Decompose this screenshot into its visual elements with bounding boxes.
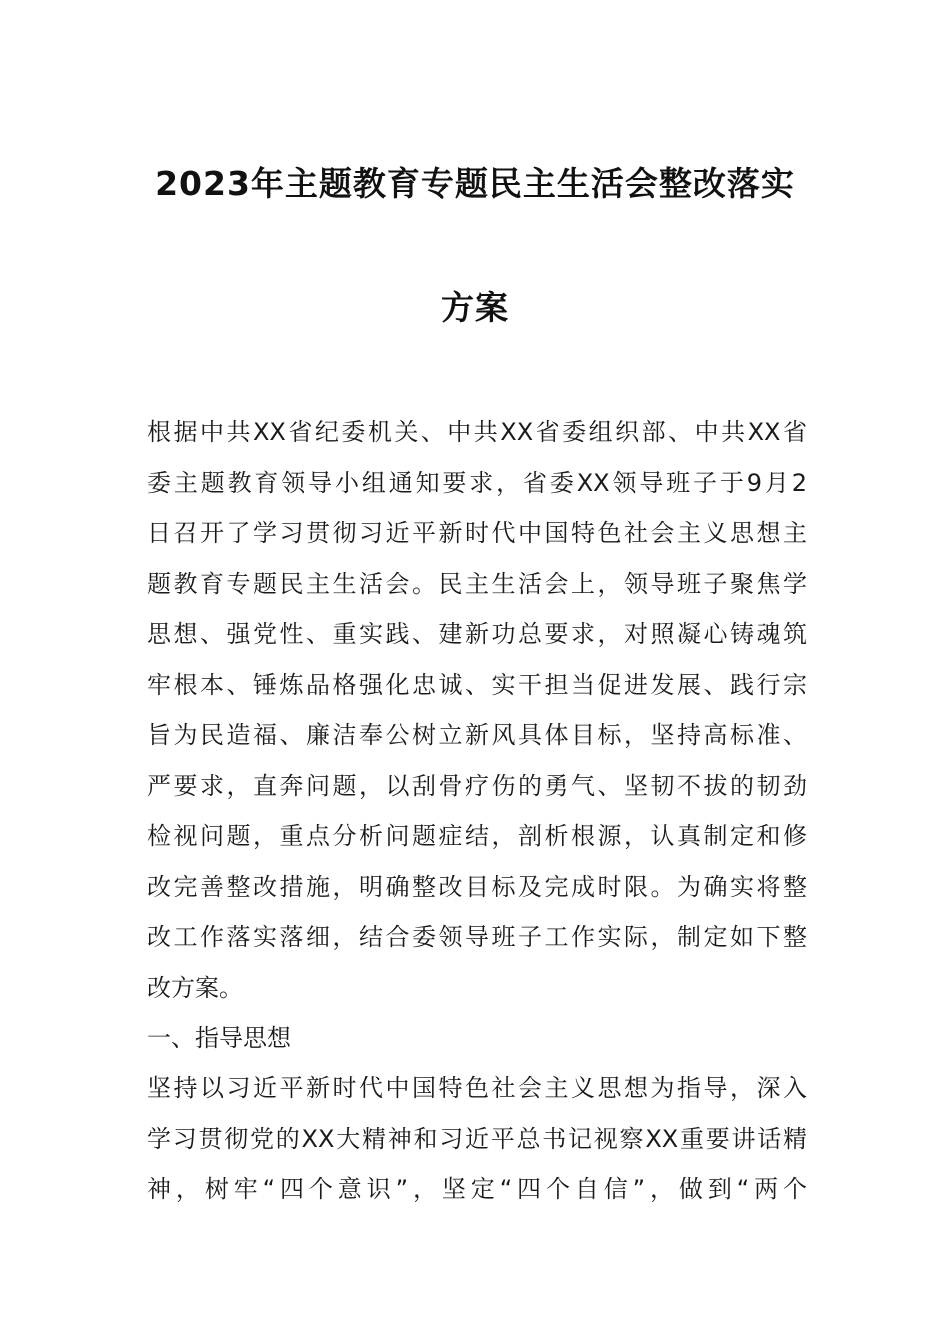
paragraph-line: 题教育专题民主生活会。民主生活会上，领导班子聚焦学: [147, 569, 807, 598]
paragraph-line: 思想、强党性、重实践、建新功总要求，对照凝心铸魂筑: [147, 620, 807, 648]
section-heading-text: 一、指导思想: [147, 1024, 291, 1052]
intro-paragraph: [147, 407, 807, 1013]
paragraph-line: 日召开了学习贯彻习近平新时代中国特色社会主义思想主: [147, 519, 807, 547]
document-title-line-1: 2023年主题教育专题民主生活会整改落实: [155, 164, 795, 203]
paragraph-line: 神，树牢“四个意识”，坚定“四个自信”，做到“两个: [147, 1175, 807, 1203]
paragraph-line: 学习贯彻党的XX大精神和习近平总书记视察XX重要讲话精: [147, 1124, 807, 1153]
paragraph-line: 坚持以习近平新时代中国特色社会主义思想为指导，深入: [147, 1074, 807, 1102]
section-1-paragraph: [147, 1063, 807, 1215]
paragraph-line: 旨为民造福、廉洁奉公树立新风具体目标，坚持高标准、: [147, 721, 807, 749]
paragraph-line: 检视问题，重点分析问题症结，剖析根源，认真制定和修: [147, 822, 807, 850]
paragraph-line: 改方案。: [147, 973, 243, 1002]
paragraph-line: 改完善整改措施，明确整改目标及完成时限。为确实将整: [147, 872, 807, 901]
section-heading-guiding-ideology: [147, 1013, 807, 1064]
paragraph-line: 严要求，直奔问题，以刮骨疗伤的勇气、坚韧不拔的韧劲: [147, 771, 807, 800]
document-title-line-2: 方案: [441, 288, 509, 327]
paragraph-line: 委主题教育领导小组通知要求，省委XX领导班子于9月2: [147, 468, 807, 497]
paragraph-line: 改工作落实落细，结合委领导班子工作实际，制定如下整: [147, 923, 807, 951]
paragraph-line: 根据中共XX省纪委机关、中共XX省委组织部、中共XX省: [147, 418, 807, 446]
paragraph-line: 牢根本、锤炼品格强化忠诚、实干担当促进发展、践行宗: [147, 670, 807, 699]
